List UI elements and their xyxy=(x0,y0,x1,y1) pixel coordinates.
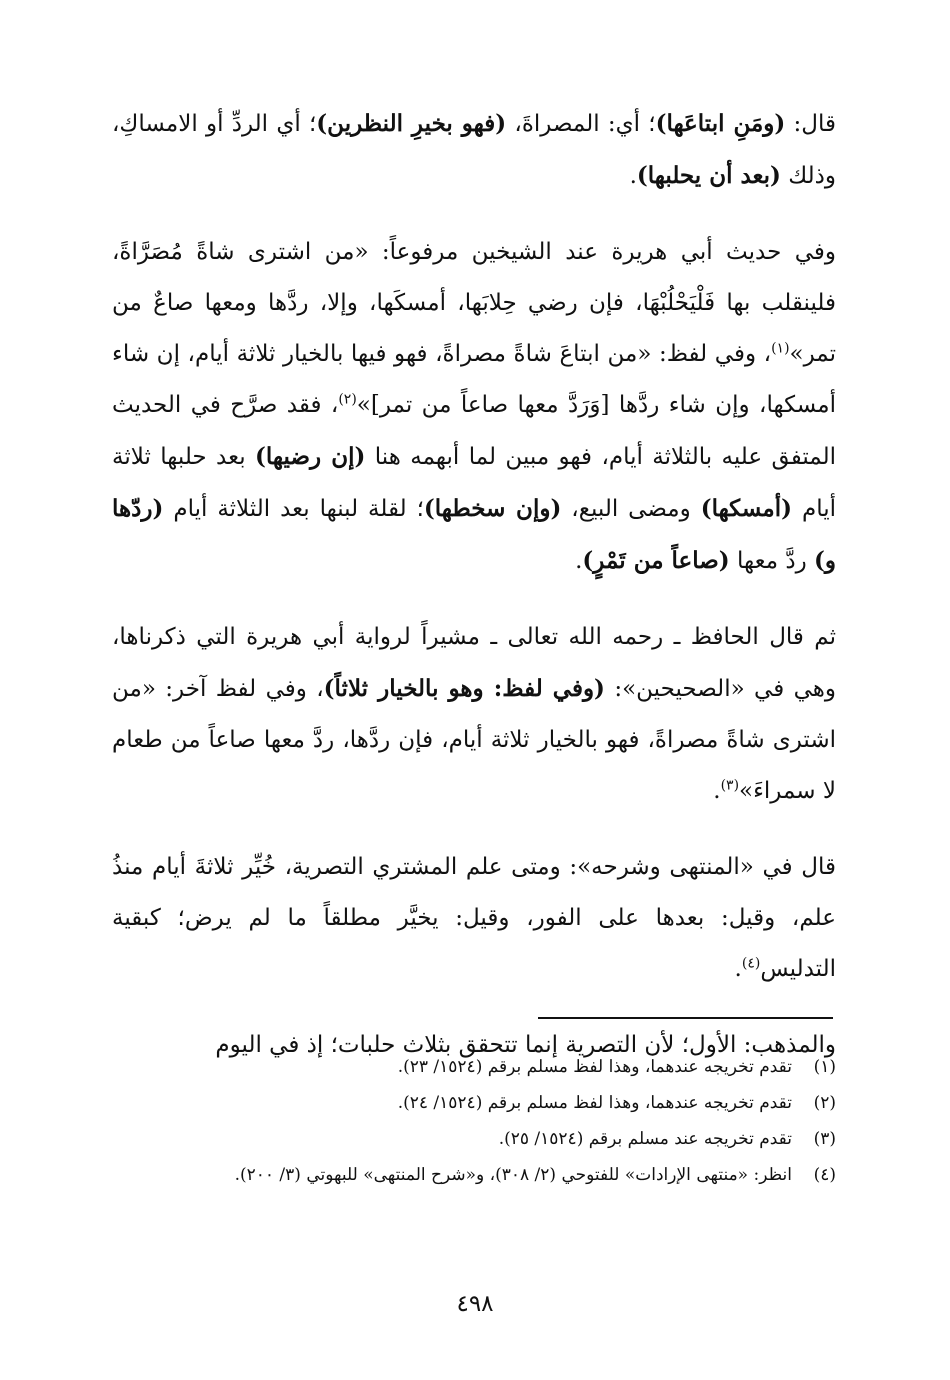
footnote-number: (٢) xyxy=(813,1093,836,1113)
text-run: ثم قال الحافظ ـ رحمه الله تعالى ـ مشيراً لرواية أبي هريرة التي ذكرناها، وهي في «الصحيحين»: xyxy=(112,624,836,702)
paragraph-4 xyxy=(112,842,836,995)
text-run: وفي حديث أبي هريرة عند الشيخين مرفوعاً: «من اشترى شاةً مُصَرَّاةً، فلينقلب بها فَلْيَحْلُبْهَا، فإن رضي حِلابَها، أمسكَها، وإلا، ردَّها ومعها صاعٌ من تمر» xyxy=(112,239,836,367)
footnote-marker: (٣) xyxy=(720,777,740,794)
bold-text: (فهو بخيرِ النظرين) xyxy=(316,110,507,137)
footnote-number: (٣) xyxy=(813,1129,836,1149)
text-run: ؛ لقلة لبنها بعد الثلاثة أيام xyxy=(163,496,424,522)
bold-text: (أمسكها) xyxy=(700,495,792,522)
bold-text: (بعد أن يحلبها) xyxy=(636,162,781,189)
text-run: قال: xyxy=(785,111,837,137)
bold-text: (وإن سخطها) xyxy=(423,495,562,522)
text-run: . xyxy=(713,778,721,804)
paragraph-2 xyxy=(112,227,836,587)
footnote-text: تقدم تخريجه عندهما، وهذا لفظ مسلم برقم (١٥٢٤/ ٢٤). xyxy=(397,1093,792,1113)
footnote-3 xyxy=(112,1121,836,1157)
footnote-text: تقدم تخريجه عند مسلم برقم (١٥٢٤/ ٢٥). xyxy=(498,1129,792,1149)
footnotes xyxy=(112,1049,836,1193)
text-run: ردَّ معها xyxy=(729,548,814,574)
footnote-2 xyxy=(112,1085,836,1121)
text-run: . xyxy=(629,163,637,189)
footnote-marker: (٤) xyxy=(741,955,761,972)
bold-text: (صاعاً من تَمْرٍ) xyxy=(582,547,730,574)
footnote-1 xyxy=(112,1049,836,1085)
footnote-number: (١) xyxy=(813,1057,836,1077)
paragraph-1 xyxy=(112,98,836,202)
footnote-marker: (٢) xyxy=(338,391,357,408)
footnote-text: انظر: «منتهى الإرادات» للفتوحي (٢/ ٣٠٨)، و«شرح المنتهى» للبهوتي (٣/ ٢٠٠). xyxy=(234,1165,792,1185)
footnote-separator xyxy=(538,1017,833,1019)
page-number: ٤٩٨ xyxy=(456,1291,494,1317)
text-run: ، وفي لفظ آخر: «من اشترى شاةً مصراةً، فهو بالخيار ثلاثة أيام، فإن ردَّها، ردَّ معها صاعاً من طعام لا سمراءَ» xyxy=(112,676,836,804)
text-run: ، وفي لفظ: «من ابتاعَ شاةً مصراةً، فهو فيها بالخيار ثلاثة أيام، إن شاء أمسكها، وإن شاء ردَّها [وَرَدَّ معها صاعاً من تمر]» xyxy=(112,341,836,418)
bold-text: (ردّها و) xyxy=(112,495,836,574)
paragraph-3 xyxy=(112,612,836,817)
text-run: . xyxy=(734,956,742,982)
text-run: بعد حلبها ثلاثة أيام xyxy=(112,444,836,522)
text-run: ومضى البيع، xyxy=(561,496,701,522)
text-run: ؛ أي: المصراةَ، xyxy=(506,111,656,137)
footnote-text: تقدم تخريجه عندهما، وهذا لفظ مسلم برقم (١٥٢٤/ ٢٣). xyxy=(397,1057,792,1077)
main-text xyxy=(112,98,836,1071)
text-run: قال في «المنتهى وشرحه»: ومتى علم المشتري التصرية، خُيِّر ثلاثةَ أيام منذُ علم، وقيل: بعدها على الفور، وقيل: يخيَّر مطلقاً ما لم يرض؛ كبقية التدليس xyxy=(112,854,836,982)
footnote-4 xyxy=(112,1157,836,1193)
text-run: والمذهب: الأول؛ لأن التصرية إنما تتحقق بثلاث حلبات؛ إذ في اليوم xyxy=(215,1032,836,1058)
footnote-marker: (١) xyxy=(771,340,790,357)
text-run: ؛ أي الردِّ أو الامساكِ، وذلك xyxy=(112,111,836,189)
bold-text: (وفي لفظ: وهو بالخيار ثلاثاً) xyxy=(323,675,605,702)
text-run: . xyxy=(575,548,583,574)
bold-text: (إن رضيها) xyxy=(255,443,366,470)
footnote-number: (٤) xyxy=(813,1165,836,1185)
bold-text: (ومَنِ ابتاعَها) xyxy=(655,110,786,137)
text-run: ، فقد صرَّح في الحديث المتفق عليه بالثلاثة أيام، فهو مبين لما أبهمه هنا xyxy=(112,392,837,470)
